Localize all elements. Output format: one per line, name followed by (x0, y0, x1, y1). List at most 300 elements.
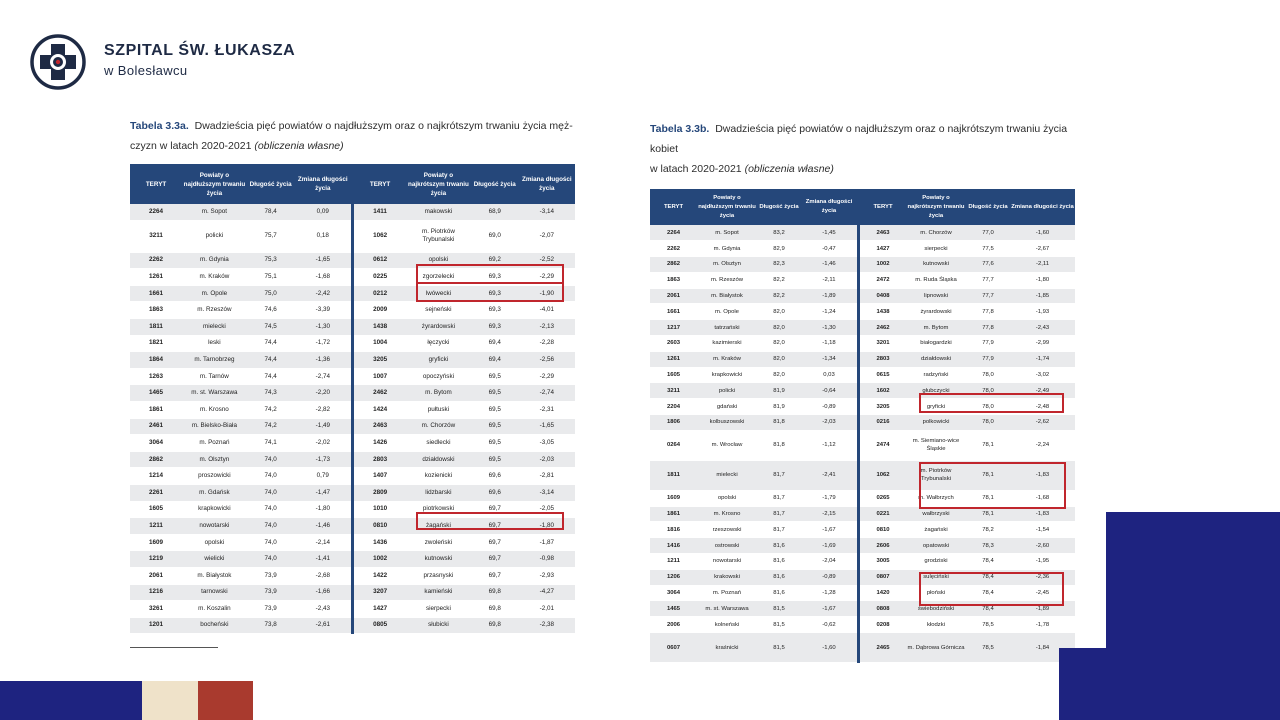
table-b-caption (650, 119, 1080, 179)
deco-navy-block-left (0, 681, 142, 720)
cell-teryt-short: 0408 (860, 288, 906, 304)
cell-change-long: -1,46 (801, 257, 857, 273)
cell-change-long: -2,82 (295, 401, 351, 418)
cell-county-short: opatowski (906, 538, 966, 554)
cell-county-short: pułtuski (406, 401, 471, 418)
table-row (130, 418, 575, 435)
cell-county-long: kolneński (697, 617, 757, 633)
cell-teryt-long: 1816 (650, 522, 697, 538)
cell-teryt-short: 2472 (860, 272, 906, 288)
cell-life-long: 82,2 (757, 288, 801, 304)
cell-teryt-long: 1261 (130, 269, 182, 286)
cell-teryt-short: 0212 (354, 285, 406, 302)
cell-life-short: 77,0 (966, 225, 1010, 241)
cell-change-long: -2,42 (295, 285, 351, 302)
cell-life-short: 78,0 (966, 367, 1010, 383)
cell-county-short: żyrardowski (406, 319, 471, 336)
cell-life-long: 74,0 (247, 451, 295, 468)
cell-teryt-short: 1407 (354, 468, 406, 485)
cell-change-long: -1,41 (295, 551, 351, 568)
cell-change-long: -2,20 (295, 385, 351, 402)
cell-change-short: -1,90 (519, 285, 575, 302)
table-row (130, 584, 575, 601)
table-row (130, 484, 575, 501)
cell-county-long: m. Kraków (697, 351, 757, 367)
cell-change-short: -2,81 (519, 468, 575, 485)
cell-life-short: 69,5 (471, 418, 519, 435)
cell-life-long: 74,0 (247, 501, 295, 518)
cell-county-long: kazimierski (697, 336, 757, 352)
cell-county-short: m. Siemiano-wice Śląskie (906, 430, 966, 460)
cell-teryt-short: 0612 (354, 252, 406, 269)
cell-county-short: działdowski (406, 451, 471, 468)
cell-life-short: 69,5 (471, 451, 519, 468)
cell-county-long: m. Rzeszów (182, 302, 247, 319)
cell-county-long: m. Wrocław (697, 430, 757, 460)
cell-change-long: 0,18 (295, 221, 351, 253)
cell-change-short: -1,85 (1010, 288, 1075, 304)
brand-location: w Bolesławcu (104, 63, 188, 78)
table-row (650, 241, 1075, 257)
header-teryt-long: TERYT (130, 164, 182, 204)
cell-change-long: -2,11 (801, 272, 857, 288)
table-row (130, 468, 575, 485)
cell-county-long: m. Gdynia (182, 252, 247, 269)
table-b-caption-line2: w latach 2020-2021 (650, 163, 742, 175)
header-county-short: Powiaty o najkrótszym trwaniu życia (906, 189, 966, 225)
cell-life-long: 81,9 (757, 399, 801, 415)
cell-change-short: -1,80 (1010, 272, 1075, 288)
cell-change-long: -1,67 (801, 522, 857, 538)
cell-county-long: tatrzański (697, 320, 757, 336)
cell-teryt-long: 2862 (130, 451, 182, 468)
cell-teryt-long: 1416 (650, 538, 697, 554)
cell-change-short: -1,80 (519, 518, 575, 535)
cell-life-long: 74,0 (247, 551, 295, 568)
cell-county-long: m. Białystok (697, 288, 757, 304)
cell-county-short: głubczycki (906, 383, 966, 399)
cell-life-long: 82,0 (757, 367, 801, 383)
cell-county-long: mielecki (182, 319, 247, 336)
cell-teryt-short: 2009 (354, 302, 406, 319)
cell-teryt-short: 0208 (860, 617, 906, 633)
cell-life-long: 81,5 (757, 633, 801, 663)
cell-teryt-long: 3211 (130, 221, 182, 253)
cell-county-long: m. Gdynia (697, 241, 757, 257)
cell-life-short: 78,4 (966, 569, 1010, 585)
header-change-long: Zmiana długości życia (295, 164, 351, 204)
cell-change-short: -2,52 (519, 252, 575, 269)
cell-change-short: -2,74 (519, 385, 575, 402)
cell-life-long: 73,9 (247, 601, 295, 618)
cell-county-short: wałbrzyski (906, 506, 966, 522)
cell-teryt-short: 3205 (354, 352, 406, 369)
cell-life-short: 78,0 (966, 383, 1010, 399)
cell-change-short: -2,31 (519, 401, 575, 418)
cell-life-short: 69,3 (471, 319, 519, 336)
cell-change-long: -2,04 (801, 554, 857, 570)
cell-change-long: -1,30 (801, 320, 857, 336)
cell-change-long: -1,49 (295, 418, 351, 435)
table-a-number: Tabela 3.3a. (130, 120, 189, 132)
cell-life-short: 78,1 (966, 430, 1010, 460)
cell-teryt-long: 1863 (650, 272, 697, 288)
cell-county-long: m. Bielsko-Biała (182, 418, 247, 435)
header-teryt-long: TERYT (650, 189, 697, 225)
cell-life-long: 74,2 (247, 401, 295, 418)
cell-teryt-short: 1424 (354, 401, 406, 418)
cell-county-short: sejneński (406, 302, 471, 319)
cell-teryt-short: 1438 (354, 319, 406, 336)
cell-county-long: m. Olsztyn (697, 257, 757, 273)
cell-teryt-long: 1861 (650, 506, 697, 522)
deco-navy-block-right-top (1106, 512, 1280, 648)
cell-teryt-short: 1427 (354, 601, 406, 618)
cell-change-short: -2,07 (519, 221, 575, 253)
cell-change-long: -2,02 (295, 435, 351, 452)
cell-change-short: -1,78 (1010, 617, 1075, 633)
cell-county-short: łęczycki (406, 335, 471, 352)
cell-teryt-short: 0805 (354, 617, 406, 634)
cell-teryt-long: 1216 (130, 584, 182, 601)
cell-life-long: 74,4 (247, 335, 295, 352)
cell-life-short: 69,0 (471, 221, 519, 253)
cell-teryt-short: 1007 (354, 368, 406, 385)
cell-life-long: 74,0 (247, 468, 295, 485)
cell-teryt-long: 0607 (650, 633, 697, 663)
cell-county-long: m. Opole (182, 285, 247, 302)
header-teryt-short: TERYT (354, 164, 406, 204)
cell-life-long: 75,3 (247, 252, 295, 269)
cell-change-short: -2,36 (1010, 569, 1075, 585)
header-county-short: Powiaty o najkrótszym trwaniu życia (406, 164, 471, 204)
hospital-logo-icon (30, 34, 86, 90)
cell-change-long: -1,65 (295, 252, 351, 269)
table-row (130, 601, 575, 618)
cell-life-long: 74,5 (247, 319, 295, 336)
cell-county-short: m. Bytom (906, 320, 966, 336)
cell-teryt-long: 1465 (650, 601, 697, 617)
cell-teryt-short: 2474 (860, 430, 906, 460)
cell-county-long: m. Olsztyn (182, 451, 247, 468)
cell-teryt-short: 1436 (354, 534, 406, 551)
table-row (130, 352, 575, 369)
cell-teryt-long: 1811 (650, 460, 697, 490)
table-row (650, 225, 1075, 241)
cell-county-short: polkowicki (906, 415, 966, 431)
cell-county-short: zgorzelecki (406, 269, 471, 286)
cell-teryt-short: 1411 (354, 204, 406, 221)
cell-teryt-long: 3261 (130, 601, 182, 618)
cell-life-long: 81,9 (757, 383, 801, 399)
cell-life-short: 69,7 (471, 567, 519, 584)
cell-life-long: 74,6 (247, 302, 295, 319)
cell-county-short: m. Ruda Śląska (906, 272, 966, 288)
cell-county-long: m. Poznań (182, 435, 247, 452)
cell-change-short: -1,74 (1010, 351, 1075, 367)
cell-change-long: -1,34 (801, 351, 857, 367)
cell-teryt-long: 2262 (130, 252, 182, 269)
cell-change-long: -0,62 (801, 617, 857, 633)
cell-life-long: 74,3 (247, 385, 295, 402)
cell-life-short: 69,7 (471, 501, 519, 518)
cell-change-long: -1,80 (295, 501, 351, 518)
cell-teryt-short: 1426 (354, 435, 406, 452)
cell-teryt-long: 2061 (650, 288, 697, 304)
cell-county-long: wielicki (182, 551, 247, 568)
cell-county-short: gryficki (406, 352, 471, 369)
cell-change-short: -1,95 (1010, 554, 1075, 570)
cell-teryt-short: 0225 (354, 269, 406, 286)
cell-life-long: 74,0 (247, 518, 295, 535)
deco-cream-block (142, 681, 198, 720)
cell-change-long: -0,89 (801, 569, 857, 585)
header-life-short: Długość życia (966, 189, 1010, 225)
cell-teryt-long: 1861 (130, 401, 182, 418)
cell-change-short: -4,01 (519, 302, 575, 319)
cell-teryt-short: 1002 (860, 257, 906, 273)
table-row (650, 257, 1075, 273)
cell-life-short: 69,5 (471, 368, 519, 385)
table-row (650, 320, 1075, 336)
cell-change-short: -2,29 (519, 368, 575, 385)
cell-teryt-long: 1864 (130, 352, 182, 369)
cell-county-long: m. Białystok (182, 567, 247, 584)
cell-change-short: -1,87 (519, 534, 575, 551)
cell-life-short: 69,8 (471, 601, 519, 618)
cell-county-long: mielecki (697, 460, 757, 490)
cell-county-long: m. Gdańsk (182, 484, 247, 501)
table-row (650, 554, 1075, 570)
table-a-panel (130, 116, 580, 634)
cell-change-short: -2,29 (519, 269, 575, 286)
cell-county-short: piotrkowski (406, 501, 471, 518)
cell-teryt-long: 1261 (650, 351, 697, 367)
cell-teryt-long: 2262 (650, 241, 697, 257)
cell-county-long: m. st. Warszawa (697, 601, 757, 617)
cell-teryt-long: 1661 (130, 285, 182, 302)
cell-life-long: 73,8 (247, 617, 295, 634)
cell-change-long: 0,03 (801, 367, 857, 383)
cell-change-short: -1,68 (1010, 490, 1075, 506)
cell-change-short: -3,02 (1010, 367, 1075, 383)
cell-teryt-short: 2462 (860, 320, 906, 336)
cell-teryt-long: 2204 (650, 399, 697, 415)
cell-life-short: 78,4 (966, 601, 1010, 617)
header-change-short: Zmiana długości życia (519, 164, 575, 204)
cell-county-long: opolski (697, 490, 757, 506)
cell-life-short: 77,8 (966, 320, 1010, 336)
cell-teryt-long: 1214 (130, 468, 182, 485)
cell-county-long: nowotarski (697, 554, 757, 570)
cell-county-short: działdowski (906, 351, 966, 367)
cell-change-long: -1,46 (295, 518, 351, 535)
table-a-caption (130, 116, 580, 156)
cell-change-long: -1,24 (801, 304, 857, 320)
cell-life-long: 81,7 (757, 506, 801, 522)
cell-county-long: m. Krosno (697, 506, 757, 522)
cell-change-long: -1,69 (801, 538, 857, 554)
cell-county-short: zwoleński (406, 534, 471, 551)
cell-life-long: 73,9 (247, 567, 295, 584)
cell-county-short: gryficki (906, 399, 966, 415)
cell-teryt-long: 0264 (650, 430, 697, 460)
cell-county-long: m. Opole (697, 304, 757, 320)
cell-life-short: 78,5 (966, 633, 1010, 663)
header-teryt-short: TERYT (860, 189, 906, 225)
cell-change-long: -2,15 (801, 506, 857, 522)
cell-county-long: m. Poznań (697, 585, 757, 601)
cell-life-long: 74,4 (247, 368, 295, 385)
deco-red-block (198, 681, 253, 720)
cell-life-short: 78,0 (966, 415, 1010, 431)
cell-change-short: -2,60 (1010, 538, 1075, 554)
cell-county-short: lidzbarski (406, 484, 471, 501)
header-life-long: Długość życia (757, 189, 801, 225)
cell-change-short: -2,48 (1010, 399, 1075, 415)
header-change-long: Zmiana długości życia (801, 189, 857, 225)
highlight-box (416, 264, 564, 284)
cell-change-short: -2,49 (1010, 383, 1075, 399)
table-b-number: Tabela 3.3b. (650, 123, 710, 135)
cell-teryt-short: 1420 (860, 585, 906, 601)
cell-county-short: opolski (406, 252, 471, 269)
cell-teryt-long: 1821 (130, 335, 182, 352)
cell-county-short: grodziski (906, 554, 966, 570)
cell-change-short: -2,24 (1010, 430, 1075, 460)
cell-life-long: 74,0 (247, 484, 295, 501)
cell-change-long: -0,89 (801, 399, 857, 415)
cell-change-short: -2,93 (519, 567, 575, 584)
cell-county-long: nowotarski (182, 518, 247, 535)
cell-change-short: -1,83 (1010, 506, 1075, 522)
cell-county-short: opoczyński (406, 368, 471, 385)
cell-life-short: 69,2 (471, 252, 519, 269)
cell-teryt-long: 3064 (130, 435, 182, 452)
cell-life-long: 74,4 (247, 352, 295, 369)
cell-teryt-short: 2809 (354, 484, 406, 501)
table-row (130, 221, 575, 253)
cell-life-short: 77,6 (966, 257, 1010, 273)
cell-county-long: bocheński (182, 617, 247, 634)
cell-change-short: -3,05 (519, 435, 575, 452)
cell-change-long: -1,60 (801, 633, 857, 663)
cell-life-short: 78,4 (966, 585, 1010, 601)
cell-teryt-long: 2264 (130, 204, 182, 221)
cell-teryt-short: 2463 (860, 225, 906, 241)
cell-change-long: 0,79 (295, 468, 351, 485)
cell-county-long: ostrowski (697, 538, 757, 554)
cell-change-long: -1,12 (801, 430, 857, 460)
cell-life-short: 78,1 (966, 490, 1010, 506)
cell-life-short: 77,7 (966, 288, 1010, 304)
cell-change-long: -1,73 (295, 451, 351, 468)
cell-change-long: -2,68 (295, 567, 351, 584)
cell-teryt-long: 1211 (650, 554, 697, 570)
cell-county-long: m. Tarnów (182, 368, 247, 385)
cell-teryt-short: 2803 (860, 351, 906, 367)
cell-teryt-long: 1217 (650, 320, 697, 336)
cell-teryt-short: 1062 (354, 221, 406, 253)
footnote-divider (130, 647, 218, 648)
table-row (650, 288, 1075, 304)
table-a (130, 164, 575, 634)
table-b-caption-line1: Dwadzieścia pięć powiatów o najdłuższym oraz o najkrótszym trwaniu życia kobiet (650, 123, 1068, 155)
cell-life-short: 69,6 (471, 484, 519, 501)
cell-teryt-long: 1609 (650, 490, 697, 506)
cell-life-long: 75,1 (247, 269, 295, 286)
cell-county-long: gdański (697, 399, 757, 415)
cell-change-short: -1,83 (1010, 460, 1075, 490)
header-county-long: Powiaty o najdłuższym trwaniu życia (182, 164, 247, 204)
cell-life-long: 75,0 (247, 285, 295, 302)
cell-life-long: 73,9 (247, 584, 295, 601)
cell-life-long: 83,2 (757, 225, 801, 241)
cell-teryt-long: 2603 (650, 336, 697, 352)
cell-change-short: -2,43 (1010, 320, 1075, 336)
cell-county-long: tarnowski (182, 584, 247, 601)
cell-change-short: -1,93 (1010, 304, 1075, 320)
cell-county-long: krapkowicki (182, 501, 247, 518)
table-row (130, 368, 575, 385)
cell-county-long: m. Sopot (182, 204, 247, 221)
cell-life-long: 82,0 (757, 351, 801, 367)
cell-county-short: kłodzki (906, 617, 966, 633)
deco-navy-block-right-bottom (1059, 648, 1280, 720)
cell-county-short: radzyński (906, 367, 966, 383)
cell-life-short: 69,5 (471, 385, 519, 402)
cell-change-long: -2,61 (295, 617, 351, 634)
cell-teryt-short: 1602 (860, 383, 906, 399)
cell-county-short: m. Bytom (406, 385, 471, 402)
cell-county-long: m. Sopot (697, 225, 757, 241)
cell-life-short: 78,0 (966, 399, 1010, 415)
cell-life-long: 82,0 (757, 304, 801, 320)
cell-change-long: -2,41 (801, 460, 857, 490)
highlight-box (919, 393, 1064, 413)
cell-change-long: -2,74 (295, 368, 351, 385)
cell-county-long: leski (182, 335, 247, 352)
cell-county-long: m. st. Warszawa (182, 385, 247, 402)
cell-county-short: kutnowski (906, 257, 966, 273)
cell-life-short: 77,7 (966, 272, 1010, 288)
cell-change-long: -1,67 (801, 601, 857, 617)
table-row (130, 319, 575, 336)
cell-county-short: przasnyski (406, 567, 471, 584)
cell-change-long: -1,30 (295, 319, 351, 336)
cell-life-long: 81,6 (757, 585, 801, 601)
cell-teryt-short: 0808 (860, 601, 906, 617)
cell-life-long: 81,6 (757, 569, 801, 585)
cell-county-short: żagański (406, 518, 471, 535)
cell-teryt-short: 0265 (860, 490, 906, 506)
header-change-short: Zmiana długości życia (1010, 189, 1075, 225)
cell-county-short: sierpecki (406, 601, 471, 618)
cell-county-short: m. Piotrków Trybunalski (906, 460, 966, 490)
cell-life-long: 78,4 (247, 204, 295, 221)
cell-change-long: -1,47 (295, 484, 351, 501)
highlight-box (416, 512, 564, 530)
cell-county-long: krapkowicki (697, 367, 757, 383)
cell-county-short: m. Chorzów (406, 418, 471, 435)
table-row (130, 551, 575, 568)
cell-life-long: 81,8 (757, 415, 801, 431)
cell-life-long: 82,9 (757, 241, 801, 257)
cell-life-long: 81,7 (757, 460, 801, 490)
cell-life-long: 81,5 (757, 617, 801, 633)
cell-change-short: -1,89 (1010, 601, 1075, 617)
cell-change-long: -0,64 (801, 383, 857, 399)
